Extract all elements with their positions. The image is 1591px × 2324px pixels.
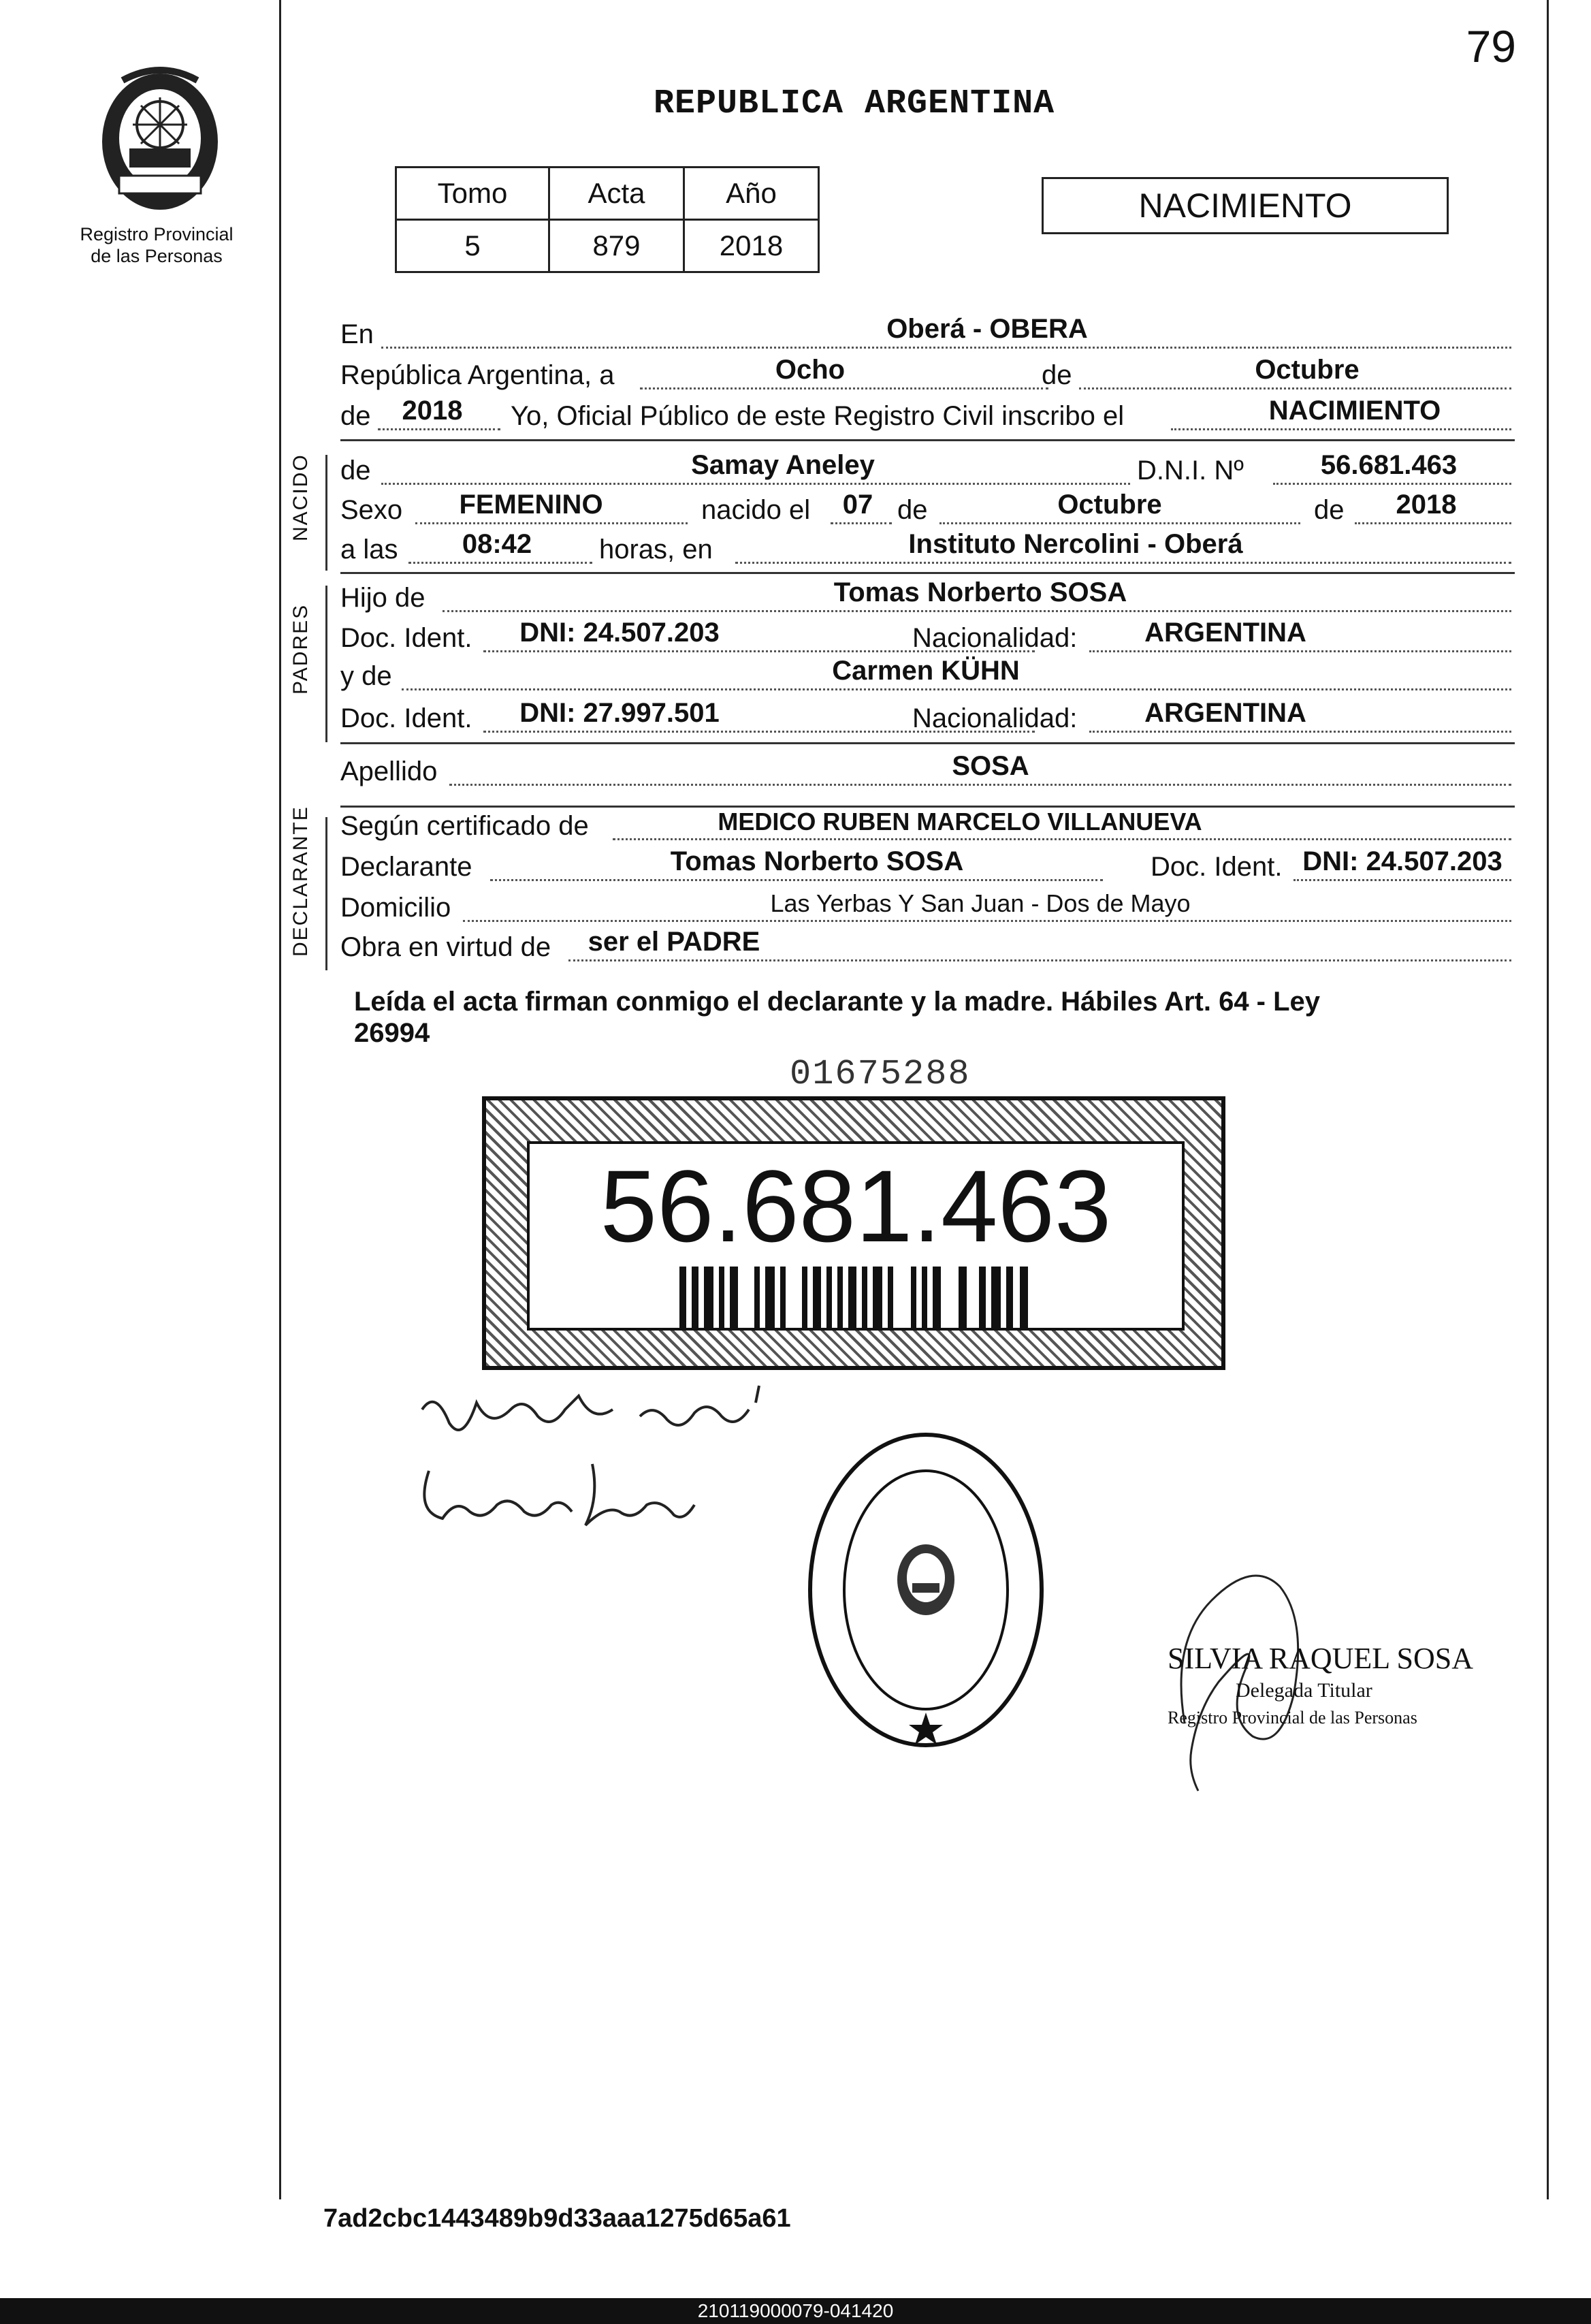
birth-month-value: Octubre [1057, 490, 1162, 520]
row-hijo: Hijo de Tomas Norberto SOSA [340, 582, 1511, 618]
registry-table [395, 166, 820, 273]
row-name: de Samay Aneley D.N.I. Nº 56.681.463 [340, 455, 1511, 490]
birth-year-value: 2018 [1396, 490, 1457, 520]
document-hash: 7ad2cbc1443489b9d33aaa1275d65a61 [323, 2204, 791, 2233]
declarant-name-value: Tomas Norberto SOSA [670, 846, 964, 876]
row-obra: Obra en virtud de ser el PADRE [340, 932, 1511, 967]
dni-number-card [482, 1096, 1225, 1370]
act-type-box: NACIMIENTO [1042, 177, 1449, 234]
barcode-icon [679, 1267, 1033, 1328]
official-name: SILVIA RAQUEL SOSA [1168, 1642, 1474, 1675]
row-sexo: Sexo FEMENINO nacido el 07 de Octubre de 2018 [340, 494, 1511, 530]
header-tomo: Tomo [396, 168, 549, 220]
father-doc-value: DNI: 24.507.203 [519, 618, 720, 648]
act-kind-value: NACIMIENTO [1268, 396, 1441, 426]
birth-time-value: 08:42 [462, 529, 532, 559]
month-value: Octubre [1255, 355, 1360, 385]
place-value: Oberá - OBERA [886, 314, 1088, 344]
official-stamp [803, 1427, 1048, 1753]
right-margin-line [1547, 0, 1549, 2199]
mother-signature [415, 1457, 701, 1539]
value-anio: 2018 [684, 220, 819, 272]
mother-nationality-value: ARGENTINA [1144, 698, 1306, 728]
child-dni-value: 56.681.463 [1320, 450, 1458, 480]
surname-value: SOSA [952, 751, 1029, 781]
declarant-doc-value: DNI: 24.507.203 [1302, 846, 1502, 876]
father-nationality-value: ARGENTINA [1144, 618, 1306, 648]
address-value: Las Yerbas Y San Juan - Dos de Mayo [770, 889, 1191, 917]
row-doc-father: Doc. Ident. DNI: 24.507.203 Nacionalidad: ARGENTINA [340, 622, 1511, 658]
value-tomo: 5 [396, 220, 549, 272]
row-apellido: Apellido SOSA [340, 756, 1511, 791]
document-title: REPUBLICA ARGENTINA [654, 84, 1055, 123]
official-organization: Registro Provincial de las Personas [1168, 1708, 1417, 1728]
row-doc-mother: Doc. Ident. DNI: 27.997.501 Nacionalidad: ARGENTINA [340, 703, 1511, 738]
child-name-value: Samay Aneley [691, 450, 875, 480]
certificate-value: MEDICO RUBEN MARCELO VILLANUEVA [718, 808, 1202, 835]
row-certificado: Según certificado de MEDICO RUBEN MARCELO VILLANUEVA [340, 810, 1511, 846]
footer-reference: 210119000079-041420 [0, 2298, 1591, 2324]
row-en: En Oberá - OBERA [340, 319, 1511, 354]
page-number: 79 [1466, 21, 1516, 71]
birth-day-value: 07 [842, 490, 873, 520]
section-label-nacido: NACIDO [289, 453, 312, 541]
official-role: Delegada Titular [1236, 1679, 1372, 1702]
header-anio: Año [684, 168, 819, 220]
registry-label: Registro Provincial de las Personas [80, 224, 234, 266]
father-name-value: Tomas Norberto SOSA [833, 577, 1127, 607]
row-year: de 2018 Yo, Oficial Público de este Registro Civil inscribo el NACIMIENTO [340, 400, 1511, 436]
capacity-value: ser el PADRE [588, 927, 760, 957]
section-label-declarante: DECLARANTE [289, 806, 312, 957]
sex-value: FEMENINO [459, 490, 603, 520]
closing-statement: Leída el acta firman conmigo el declarante y la madre. Hábiles Art. 64 - Ley [354, 987, 1321, 1017]
left-margin-line [279, 0, 281, 2199]
closing-law-number: 26994 [354, 1018, 430, 1048]
birth-place-value: Instituto Nercolini - Oberá [908, 529, 1243, 559]
dni-card-number: 56.681.463 [600, 1149, 1112, 1263]
father-signature [415, 1382, 769, 1450]
provincia-misiones-logo [82, 60, 238, 217]
header-acta: Acta [549, 168, 684, 220]
mother-doc-value: DNI: 27.997.501 [519, 698, 720, 728]
control-number: 01675288 [790, 1054, 971, 1094]
row-declarante: Declarante Tomas Norberto SOSA Doc. Ident. DNI: 24.507.203 [340, 851, 1511, 887]
row-yde: y de Carmen KÜHN [340, 660, 1511, 696]
row-hora: a las 08:42 horas, en Instituto Nercolini - Oberá [340, 534, 1511, 569]
row-republica: República Argentina, a Ocho de Octubre [340, 360, 1511, 395]
mother-name-value: Carmen KÜHN [832, 656, 1020, 686]
day-word-value: Ocho [775, 355, 846, 385]
section-label-padres: PADRES [289, 603, 312, 695]
row-domicilio: Domicilio Las Yerbas Y San Juan - Dos de Mayo [340, 892, 1511, 927]
value-acta: 879 [549, 220, 684, 272]
year-value: 2018 [402, 396, 463, 426]
